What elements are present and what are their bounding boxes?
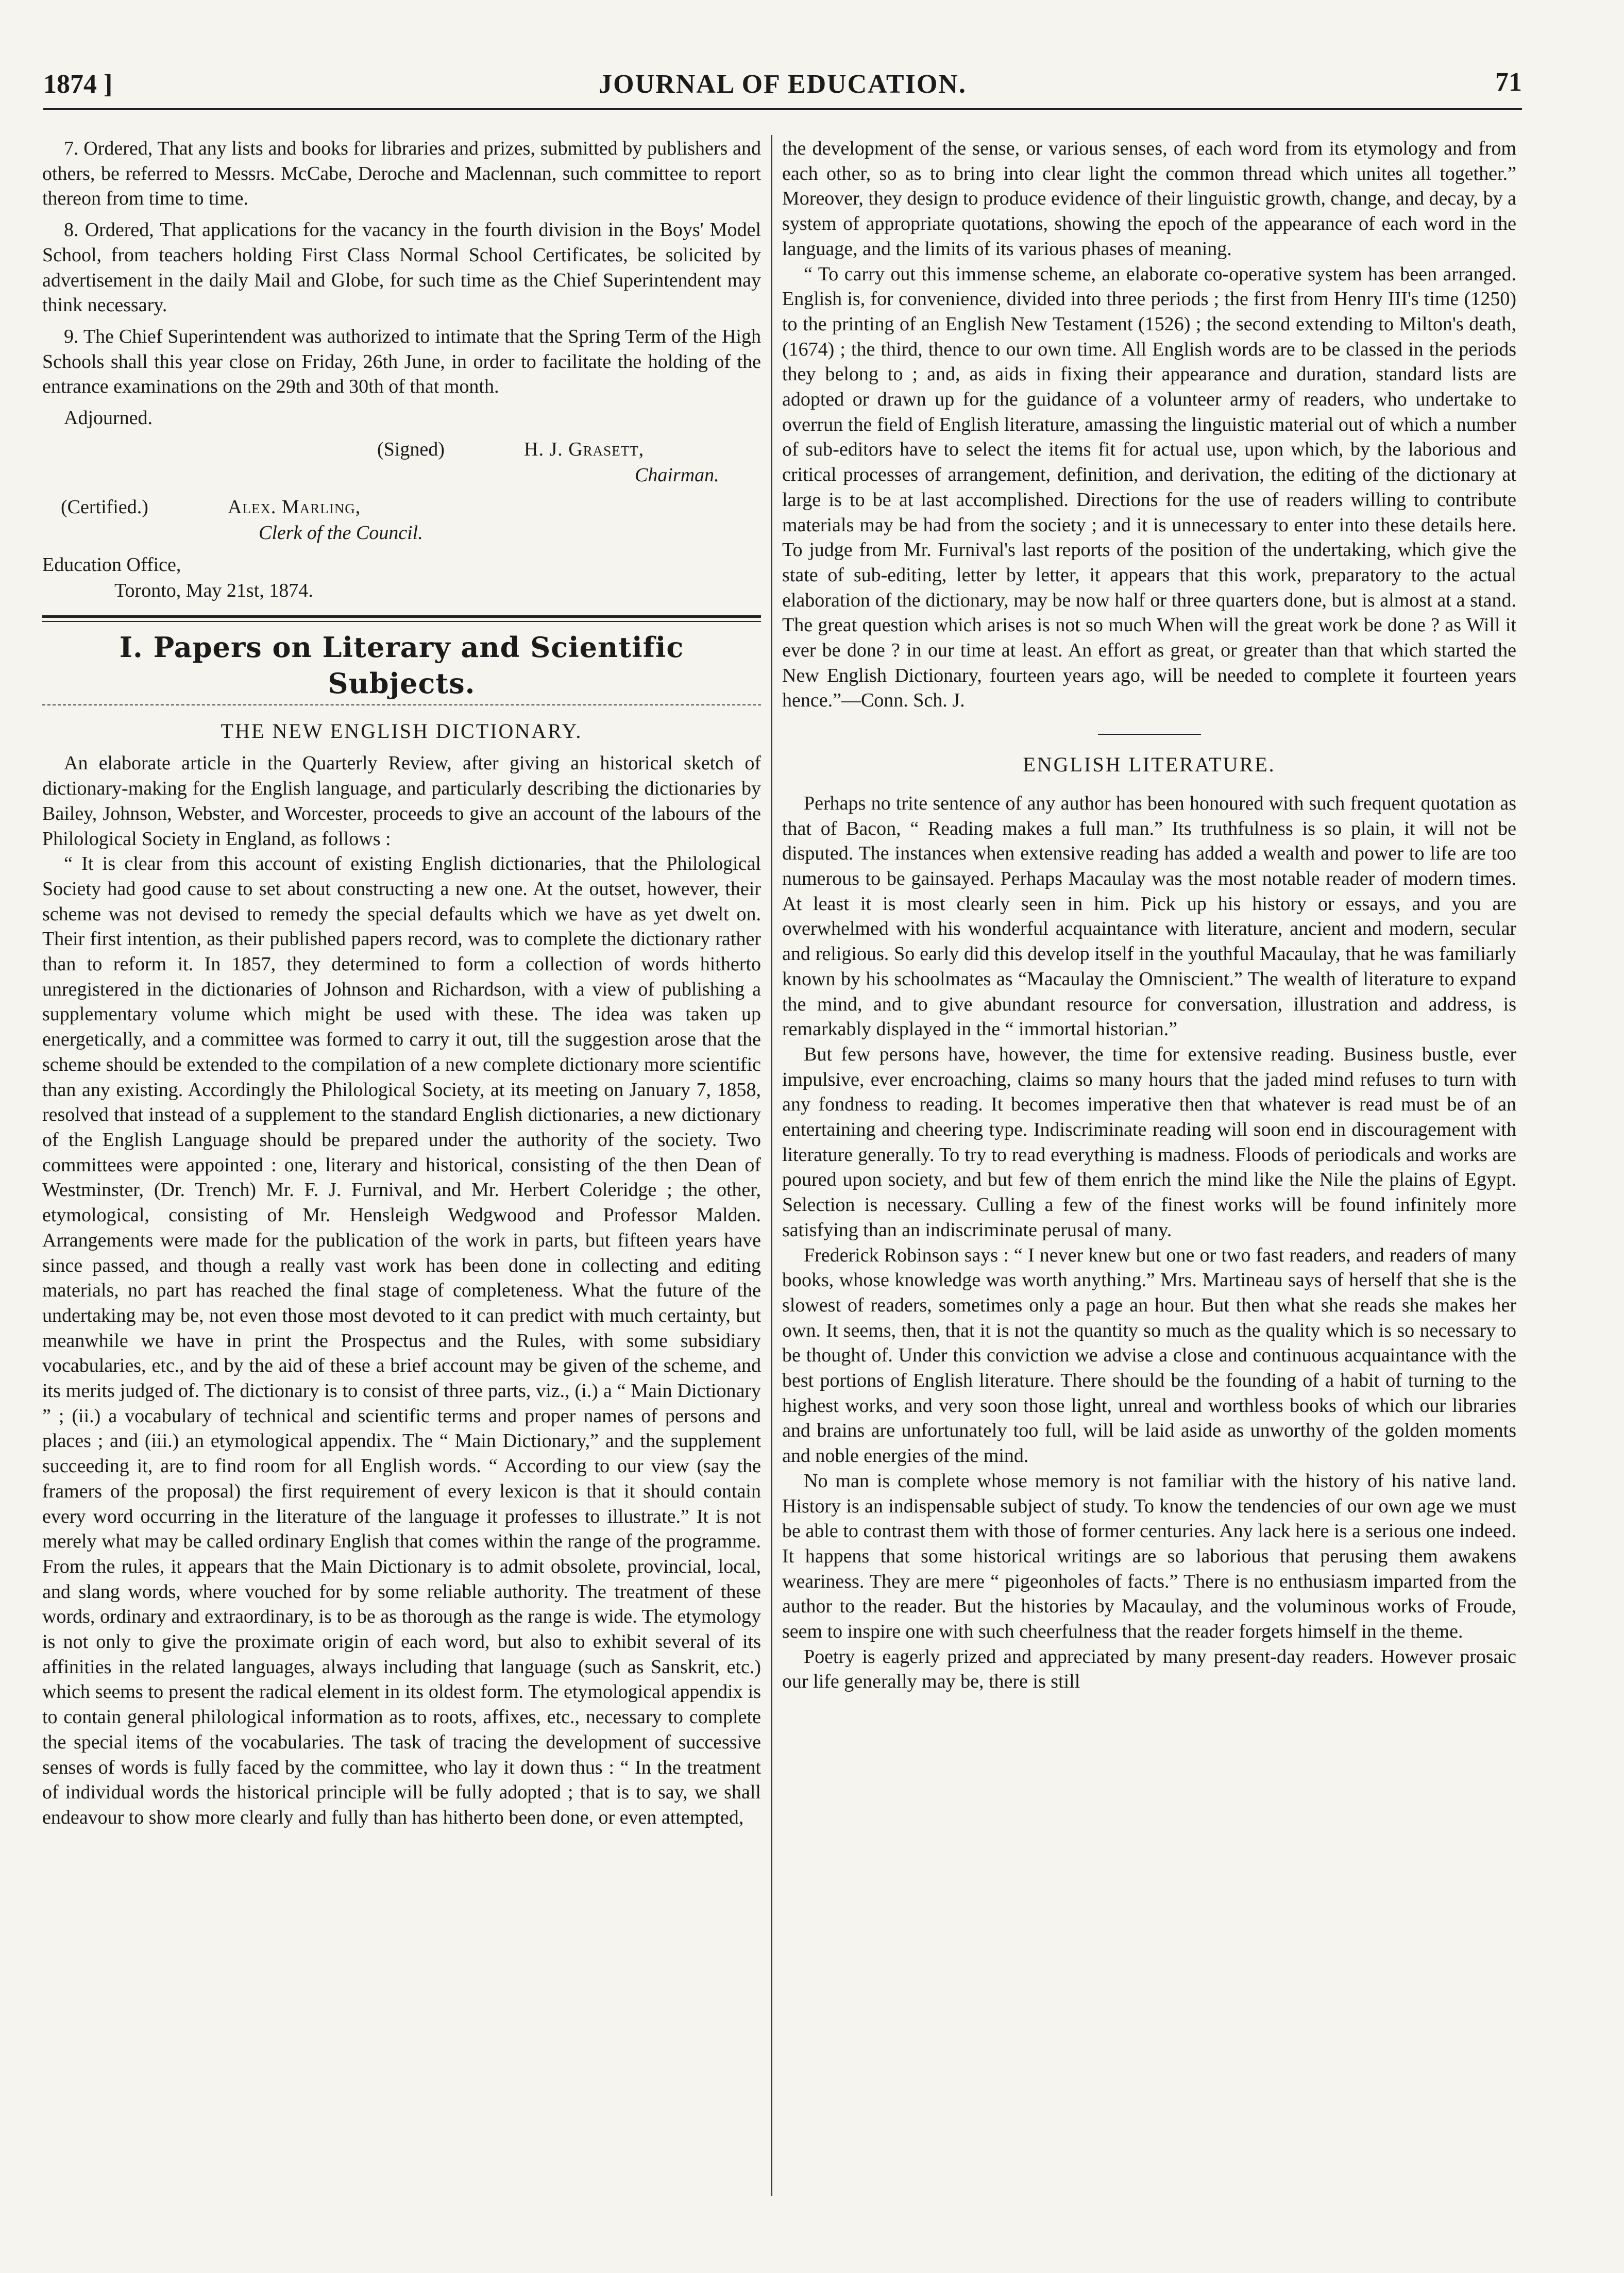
article-paragraph: “ To carry out this immense scheme, an elaborate co-operative system has been arranged. English is, for convenience, divided into three periods ; the first from Henry III's time (1250) to the printing of an English New Testament (1526) ; the second extending to Milton's death, (1674) ; the third, thence to our own time. All English words are to be classed in the periods they belong to ; and, as aids in fixing their appearance and duration, standard lists are adopted or drawn up for the guidance of a volunteer army of readers, who undertake to overrun the field of English literature, amassing the linguistic material out of which a number of sub-editors have to select the items fit for actual use, upon which, by the laborious and critical processes of arrangement, definition, and derivation, the editing of the dictionary at large is to be at last accomplished. Directions for the use of readers willing to contribute materials may be had from the society ; and it is unnecessary to enter into these details here. To judge from Mr. Furnival's last reports of the position of the undertaking, which give the state of sub-editing, letter by letter, it appears that this work, preparatory to the actual elaboration of the dictionary, may be now half or three quarters done, but is almost at a stand. The great question which arises is not so much When will the great work be done ? as Will it ever be done ? in our time at least. An effort as great, or greater than that which started the New English Dictionary, fourteen years ago, will be needed to complete it fourteen years hence.”—Conn. Sch. J. [782, 263, 1516, 712]
signed-label: (Signed) [377, 438, 445, 460]
journal-title: JOURNAL OF EDUCATION. [599, 70, 967, 99]
article-separator [1098, 734, 1201, 735]
signed-name: H. J. Grasett, [524, 438, 645, 460]
article-paragraph: Frederick Robinson says : “ I never knew but one or two fast readers, and readers of many books, whose knowledge was worth anything.” Mrs. Martineau says of herself that she is the slowest of readers, sometimes only a page an hour. But then what she reads she makes her own. It seems, then, that it is not the quantity so much as the quality which is so necessary to be thought of. Under this conviction we advise a close and continuous acquaintance with the best portions of English literature. There should be the founding of a habit of turning to the highest works, and very soon those light, unreal and worthless books of which our libraries and brains are unfortunately too full, will be laid aside as unworthy of the golden moments and noble energies of the mind. [782, 1244, 1516, 1467]
signed-line [42, 437, 761, 463]
section-heading: I. Papers on Literary and Scientific Subjects. [119, 630, 684, 700]
certified-label: (Certified.) [61, 496, 148, 518]
article-paragraph: “ It is clear from this account of existing English dictionaries, that the Philological Society had good cause to set about constructing a new one. At the outset, however, their scheme was not devised to remedy the special defaults which we have as yet dwelt on. Their first intention, as their published papers record, was to complete the dictionary rather than to reform it. In 1857, they determined to form a collection of words hitherto unregistered in the dictionaries of Johnson and Richardson, with a view of publishing a supplementary volume which might be used with these. The idea was taken up energetically, and a committee was formed to carry it out, till the suggestion arose that the scheme should be extended to the compilation of a new complete dictionary more scientific than any existing. Accordingly the Philological Society, at its meeting on January 7, 1858, resolved that instead of a supplement to the standard English dictionaries, a new dictionary of the English Language should be prepared under the authority of the society. Two committees were appointed : one, literary and historical, consisting of the then Dean of Westminster, (Dr. Trench) Mr. F. J. Furnival, and Mr. Herbert Coleridge ; the other, etymological, consisting of Mr. Hensleigh Wedgwood and Professor Malden. Arrangements were made for the publication of the work in parts, but fifteen years have since passed, and though a really vast work has been done in collecting and editing materials, no part has reached the final stage of completeness. What the future of the undertaking may be, not even those most devoted to it can predict with much certainty, but meanwhile we have in print the Prospectus and the Rules, with some subsidiary vocabularies, etc., and by the aid of these a brief account may be given of the scheme, and its merits judged of. The dictionary is to consist of three parts, viz., (i.) a “ Main Dictionary ” ; (ii.) a vocabulary of technical and scientific terms and proper names of persons and places ; and (iii.) an etymological appendix. The “ Main Dictionary,” and the supplement succeeding it, are to find room for all English words. “ According to our view (say the framers of the proposal) the first requirement of every lexicon is that it should contain every word occurring in the literature of the language it professes to illustrate.” It is not merely what may be called ordinary English that comes within the range of the programme. From the rules, it appears that the Main Dictionary is to admit obsolete, provincial, local, and slang words, where vouched for by some reliable authority. The treatment of these words, ordinary and extraordinary, is to be as thorough as the range is wide. The etymology is not only to give the proximate origin of each word, but also to exhibit several of its affinities in the related languages, always including that language (such as Sanskrit, etc.) which seems to present the radical element in its oldest form. The etymological appendix is to contain general philological information as to roots, affixes, etc., necessary to complete the special items of the vocabularies. The task of tracing the development of successive senses of words is fully faced by the committee, who lay it down thus : “ In the treatment of individual words the historical principle will be fully adopted ; that is to say, we shall endeavour to show more clearly and fully than has hitherto been done, or even attempted, [42, 853, 761, 1828]
signed-title-line [42, 463, 761, 489]
office-date-line [42, 578, 761, 604]
header-year: 1874 ] [43, 70, 113, 99]
right-column [782, 136, 1516, 1694]
section-rule [42, 615, 761, 622]
running-head [43, 67, 1522, 110]
left-column [42, 136, 761, 1830]
certified-line [42, 495, 761, 520]
minute-item-7: 7. Ordered, That any lists and books for libraries and prizes, submitted by publishers and others, be referred to Messrs. McCabe, Deroche and Maclennan, such committee to report thereon from time to time. [42, 138, 761, 210]
adjourned-note: Adjourned. [64, 407, 153, 429]
article-paragraph: But few persons have, however, the time for extensive reading. Business bustle, ever impulsive, ever encroaching, claims so many hours that the jaded mind refuses to turn with any fondness to reading. It becomes imperative then that whatever is read must be of an entertaining and cheering type. Indiscriminate reading will soon end in discouragement with literature generally. To try to read everything is madness. Floods of periodicals and works are poured upon society, and but few of them enrich the mind like the Nile the plains of Egypt. Selection is necessary. Culling a few of the finest works will be found infinitely more satisfying than an indiscriminate perusal of many. [782, 1043, 1516, 1241]
article-title: ENGLISH LITERATURE. [1023, 753, 1276, 777]
page-number: 71 [1495, 68, 1522, 97]
article-paragraph: No man is complete whose memory is not familiar with the history of his native land. History is an indispensable subject of study. To know the tendencies of our own age we must be able to contrast them with those of former centuries. Any lack here is a serious one indeed. It happens that some historical writings are so laborious that perusing them awakens weariness. They are mere “ pigeonholes of facts.” There is no enthusiasm imparted from the author to the reader. But the histories by Macaulay, and the voluminous works of Froude, seem to inspire one with such cheerfulness that the reader forgets himself in the theme. [782, 1470, 1516, 1643]
minute-item-9: 9. The Chief Superintendent was authorized to intimate that the Spring Term of the High Schools shall this year close on Friday, 26th June, in order to facilitate the holding of the entrance examinations on the 29th and 30th of that month. [42, 325, 761, 398]
column-divider [771, 135, 772, 2196]
certified-title-line [42, 520, 761, 546]
certified-name: Alex. Marling, [228, 496, 361, 518]
certified-title: Clerk of the Council. [259, 521, 423, 544]
office-date: Toronto, May 21st, 1874. [114, 579, 313, 601]
article-paragraph: Perhaps no trite sentence of any author has been honoured with such frequent quotation as that of Bacon, “ Reading makes a full man.” Its truthfulness is so plain, it will not be disputed. The instances when extensive reading has added a wealth and power to life are too numerous to be gainsayed. Perhaps Macaulay was the most notable reader of modern times. At least it is most clearly seen in him. Pick up his history or essays, and you are overwhelmed with his wonderful acquaintance with literature, ancient and modern, secular and religious. So early did this develop itself in the youthful Macaulay, that he was familiarly known by his schoolmates as “Macaulay the Omniscient.” The wealth of literature to expand the mind, and to give abundant resource for conversation, illustration and address, is remarkably displayed in the “ immortal historian.” [782, 792, 1516, 1040]
minute-item-8: 8. Ordered, That applications for the vacancy in the fourth division in the Boys' Model School, from teachers holding First Class Normal School Certificates, be solicited by advertisement in the daily Mail and Globe, for such time as the Chief Superintendent may think necessary. [42, 219, 761, 316]
article-paragraph: An elaborate article in the Quarterly Review, after giving an historical sketch of dictionary-making for the English language, and particularly describing the dictionaries by Bailey, Johnson, Webster, and Worcester, proceeds to give an account of the labours of the Philological Society in England, as follows : [42, 752, 761, 850]
article-paragraph: Poetry is eagerly prized and appreciated by many present-day readers. However prosaic our life generally may be, there is still [782, 1645, 1516, 1693]
office-name: Education Office, [42, 553, 181, 576]
heading-ornament-rule [42, 704, 761, 714]
office-line [42, 552, 761, 578]
article-paragraph: the development of the sense, or various senses, of each word from its etymology and from each other, so as to bring into clear light the common thread which unites all together.” Moreover, they design to produce evidence of their linguistic growth, change, and decay, by a system of appropriate quotations, showing the epoch of the appearance of each word in the language, and the limits of its various phases of meaning. [782, 138, 1516, 260]
signed-title: Chairman. [635, 464, 719, 486]
article-title: THE NEW ENGLISH DICTIONARY. [221, 719, 583, 743]
